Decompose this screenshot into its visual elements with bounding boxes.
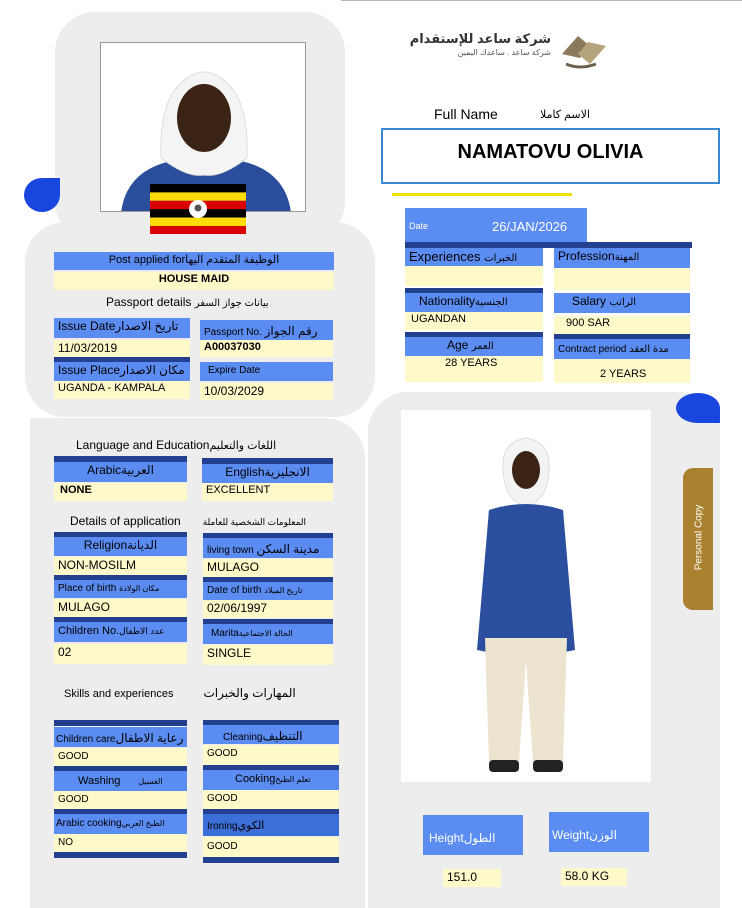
divider <box>54 852 187 858</box>
profession-header: Professionالمهنة <box>554 248 690 268</box>
arabic-cooking-header: Arabic cookingالطبخ العربي <box>54 814 187 834</box>
english-value: EXCELLENT <box>202 483 333 501</box>
weight-value: 58.0 KG <box>561 868 627 886</box>
passport-section-title: Passport details بيانات جواز السفر <box>106 295 269 309</box>
salary-value: 900 SAR <box>554 316 690 334</box>
uganda-flag-icon <box>150 184 246 234</box>
birthplace-value: MULAGO <box>54 599 187 617</box>
washing-value: GOOD <box>54 791 187 809</box>
experiences-header: Experiences الخبرات <box>405 248 543 266</box>
cooking-value: GOOD <box>203 790 339 809</box>
dob-value: 02/06/1997 <box>203 600 333 618</box>
town-header: living town مدينة السكن <box>203 538 333 558</box>
issue-date-value: 11/03/2019 <box>54 340 190 357</box>
ironing-value: GOOD <box>203 837 339 857</box>
age-value: 28 YEARS <box>405 356 543 382</box>
date-value: 26/JAN/2026 <box>492 219 568 234</box>
application-section-title: Details of application المعلومات الشخصية للعاملة <box>70 514 307 528</box>
expire-date-header: Expire Date <box>200 362 333 381</box>
full-name-label-ar: الاسم كاملا <box>540 109 590 121</box>
full-body-photo <box>401 410 651 782</box>
contract-value: 2 YEARS <box>554 359 690 383</box>
nationality-header: Nationalityالجنسية <box>405 293 543 312</box>
post-header: Post applied forالوظيفة المتقدم اليها <box>54 252 334 270</box>
marital-header: Maritaالحالة الاجتماعية <box>203 624 333 644</box>
company-name: شركة ساعد للإستقدام <box>409 31 551 46</box>
cleaning-header: Cleaningالتنظيف <box>203 725 339 744</box>
post-value: HOUSE MAID <box>54 272 334 290</box>
childcare-value: GOOD <box>54 748 187 766</box>
washing-header: Washing الغسيل <box>54 771 187 791</box>
religion-value: NON-MOSILM <box>54 557 187 575</box>
blue-blob-decoration <box>24 178 60 212</box>
ironing-header: Ironingالكوي <box>203 814 339 836</box>
arabic-header: Arabicالعربية <box>54 462 187 482</box>
arabic-value: NONE <box>54 483 187 501</box>
english-header: Englishالانجليزية <box>202 464 333 483</box>
children-value: 02 <box>54 644 187 664</box>
company-logo-icon <box>556 24 612 76</box>
accent-line <box>392 193 572 196</box>
children-header: Children No.عدد الاطفال <box>54 622 187 642</box>
cleaning-value: GOOD <box>203 745 339 765</box>
issue-place-value: UGANDA - KAMPALA <box>54 381 190 399</box>
passport-number-header: Passport No. رقم الجواز <box>200 320 333 340</box>
language-section-title: Language and Educationاللغات والتعليم <box>76 438 277 452</box>
salary-header: Salary الراتب <box>554 293 690 313</box>
top-border <box>341 0 742 1</box>
full-name-label: Full Name <box>434 106 498 122</box>
marital-value: SINGLE <box>203 645 333 665</box>
nationality-value: UGANDAN <box>405 312 543 330</box>
worker-name: NAMATOVU OLIVIA <box>457 141 644 163</box>
religion-header: Religionالديانة <box>54 537 187 556</box>
issue-place-header: Issue Placeمكان الاصدار <box>54 362 190 381</box>
cooking-header: Cookingتعلم الطبخ <box>203 770 339 790</box>
birthplace-header: Place of birth مكان الولادة <box>54 580 187 598</box>
weight-header: Weightالوزن <box>549 812 649 852</box>
company-tagline: شركة ساعد . ساعدك اليمين <box>457 48 551 57</box>
expire-date-value: 10/03/2029 <box>200 383 333 400</box>
passport-number-value: A00037030 <box>200 340 333 357</box>
age-header: Age العمر <box>405 337 543 356</box>
personal-copy-label: Personal Copy <box>693 504 705 571</box>
height-header: Heightالطول <box>423 815 523 855</box>
blue-blob-decoration <box>676 393 720 423</box>
height-value: 151.0 <box>443 869 501 887</box>
skills-section-title: Skills and experiences المهارات والخبرات <box>64 686 296 700</box>
divider <box>203 857 339 863</box>
contract-header: Contract period مدة العقد <box>554 339 690 359</box>
issue-date-header: Issue Dateتاريخ الاصدار <box>54 318 190 338</box>
profession-value <box>554 268 690 290</box>
arabic-cooking-value: NO <box>54 834 187 852</box>
childcare-header: Children careرعاية الاطفال <box>54 727 187 747</box>
divider <box>54 720 187 726</box>
experiences-value <box>405 266 543 286</box>
dob-header: Date of birth تاريخ الميلاد <box>203 582 333 600</box>
date-label: Date <box>409 221 429 231</box>
town-value: MULAGO <box>203 559 333 577</box>
